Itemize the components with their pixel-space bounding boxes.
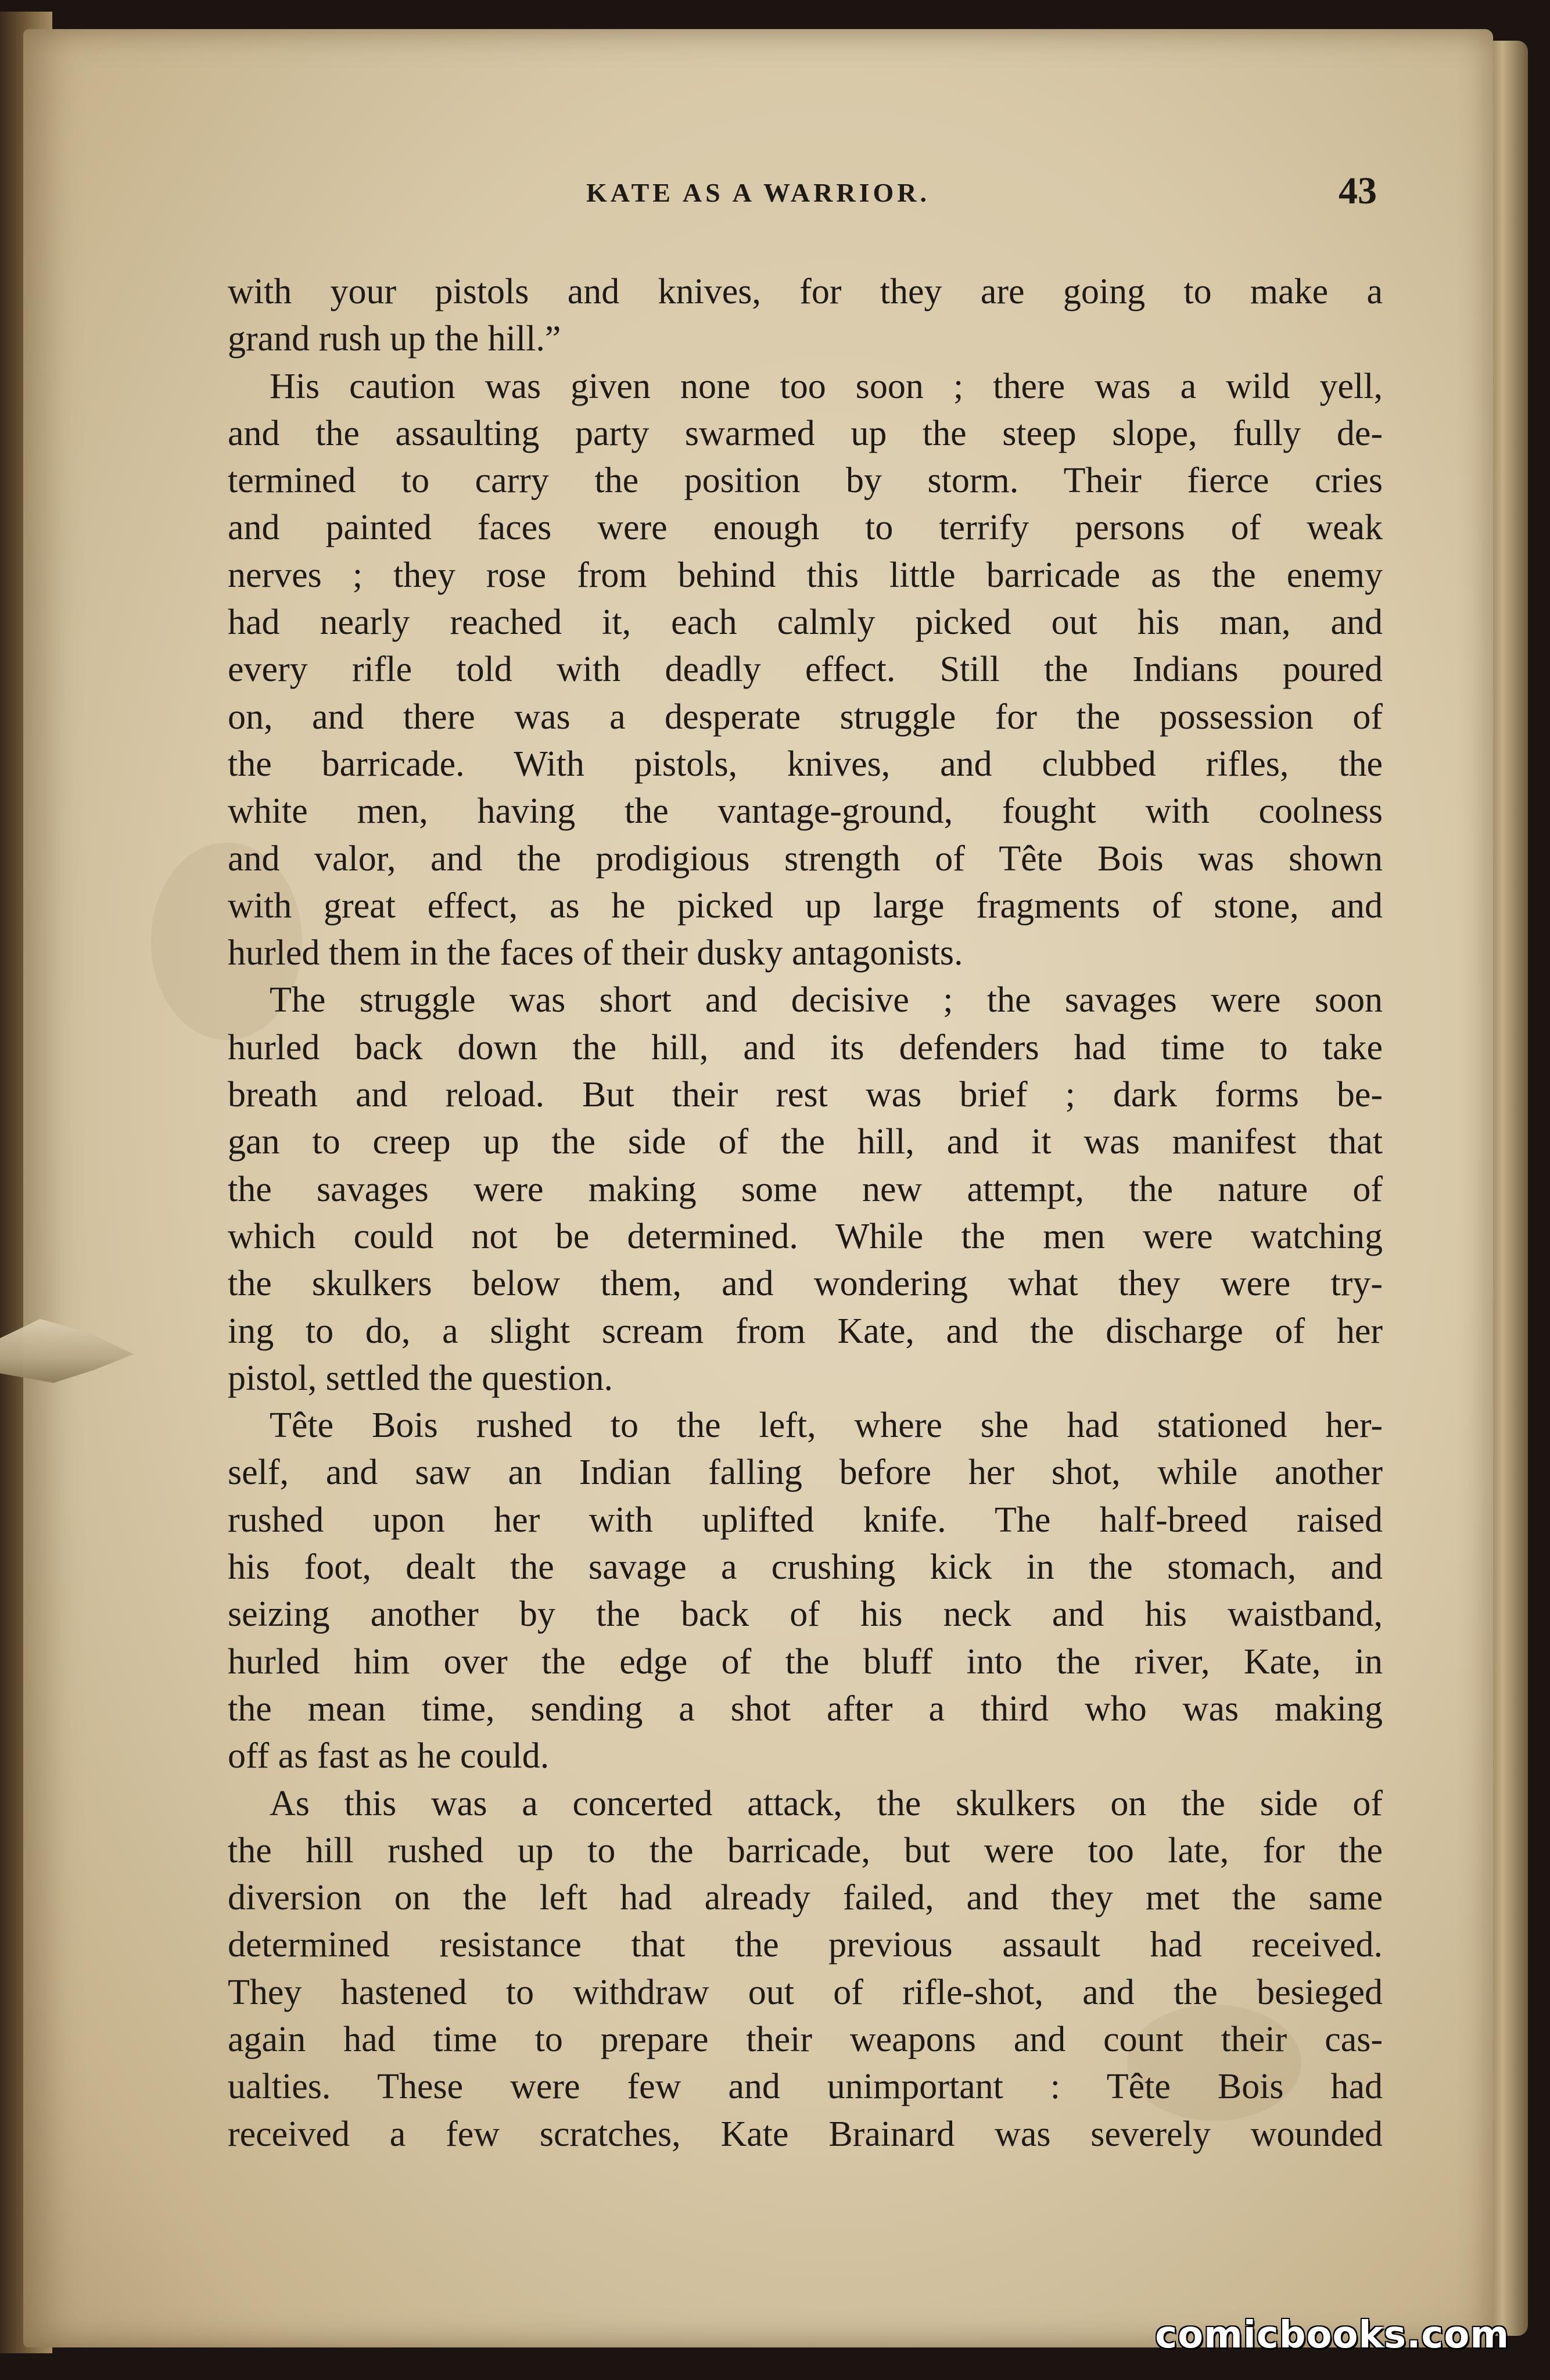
text-line: the mean time, sending a shot after a third who was making <box>228 1689 1383 1729</box>
text-line: every rifle told with deadly effect. Still the Indians poured <box>228 650 1383 690</box>
text-line: gan to creep up the side of the hill, and it was manifest that <box>228 1122 1383 1162</box>
text-line: with your pistols and knives, for they are going to make a <box>228 272 1383 311</box>
text-line: rushed upon her with uplifted knife. The half-breed raised <box>228 1500 1383 1540</box>
text-line: on, and there was a desperate struggle for the possession of <box>228 697 1383 737</box>
text-line: his foot, dealt the savage a crushing kick in the stomach, and <box>228 1547 1383 1587</box>
text-line: off as fast as he could. <box>228 1736 550 1776</box>
text-line: grand rush up the hill.” <box>228 319 561 359</box>
text-line: the skulkers below them, and wondering what they were try- <box>228 1264 1383 1304</box>
body-text <box>228 268 1383 2158</box>
text-line: again had time to prepare their weapons and count their cas- <box>228 2019 1383 2059</box>
text-line: white men, having the vantage-ground, fought with coolness <box>228 791 1383 831</box>
running-head: KATE AS A WARRIOR. <box>586 178 930 207</box>
text-line: Tête Bois rushed to the left, where she had stationed her- <box>270 1406 1383 1446</box>
text-line: They hastened to withdraw out of rifle-shot, and the besieged <box>228 1972 1383 2012</box>
text-line: His caution was given none too soon ; there was a wild yell, <box>270 366 1383 406</box>
text-line: had nearly reached it, each calmly picked out his man, and <box>228 603 1383 643</box>
text-line: the savages were making some new attempt, the nature of <box>228 1169 1383 1209</box>
text-line: the barricade. With pistols, knives, and clubbed rifles, the <box>228 744 1383 784</box>
text-line: self, and saw an Indian falling before her shot, while another <box>228 1453 1383 1493</box>
text-line: breath and reload. But their rest was brief ; dark forms be- <box>228 1075 1383 1115</box>
text-line: diversion on the left had already failed, and they met the same <box>228 1878 1383 1918</box>
watermark: comicbooks.com <box>1155 2314 1509 2357</box>
text-line: As this was a concerted attack, the skulkers on the side of <box>270 1783 1383 1823</box>
page-number: 43 <box>1339 170 1377 212</box>
text-line: and the assaulting party swarmed up the steep slope, fully de- <box>228 413 1383 453</box>
text-line: nerves ; they rose from behind this little barricade as the enemy <box>228 555 1383 595</box>
text-line: determined resistance that the previous assault had received. <box>228 1925 1383 1965</box>
text-line: The struggle was short and decisive ; the savages were soon <box>270 980 1383 1020</box>
text-line: ualties. These were few and unimportant : Tête Bois had <box>228 2067 1383 2107</box>
text-line: and valor, and the prodigious strength of Tête Bois was shown <box>228 838 1383 879</box>
text-line: ing to do, a slight scream from Kate, and the discharge of her <box>228 1311 1383 1351</box>
text-line: with great effect, as he picked up large fragments of stone, and <box>228 886 1383 926</box>
text-line: termined to carry the position by storm. Their fierce cries <box>228 461 1383 501</box>
text-line: and painted faces were enough to terrify persons of weak <box>228 508 1383 548</box>
page-header <box>23 170 1493 224</box>
text-line: hurled them in the faces of their dusky antagonists. <box>228 933 963 973</box>
text-line: which could not be determined. While the men were watching <box>228 1216 1383 1256</box>
text-line: the hill rushed up to the barricade, but were too late, for the <box>228 1830 1383 1870</box>
text-line: received a few scratches, Kate Brainard was severely wounded <box>228 2114 1383 2154</box>
book-page <box>23 29 1493 2347</box>
text-line: hurled back down the hill, and its defenders had time to take <box>228 1027 1383 1067</box>
text-line: seizing another by the back of his neck and his waistband, <box>228 1594 1383 1635</box>
text-line: hurled him over the edge of the bluff into the river, Kate, in <box>228 1641 1383 1682</box>
text-line: pistol, settled the question. <box>228 1358 613 1398</box>
